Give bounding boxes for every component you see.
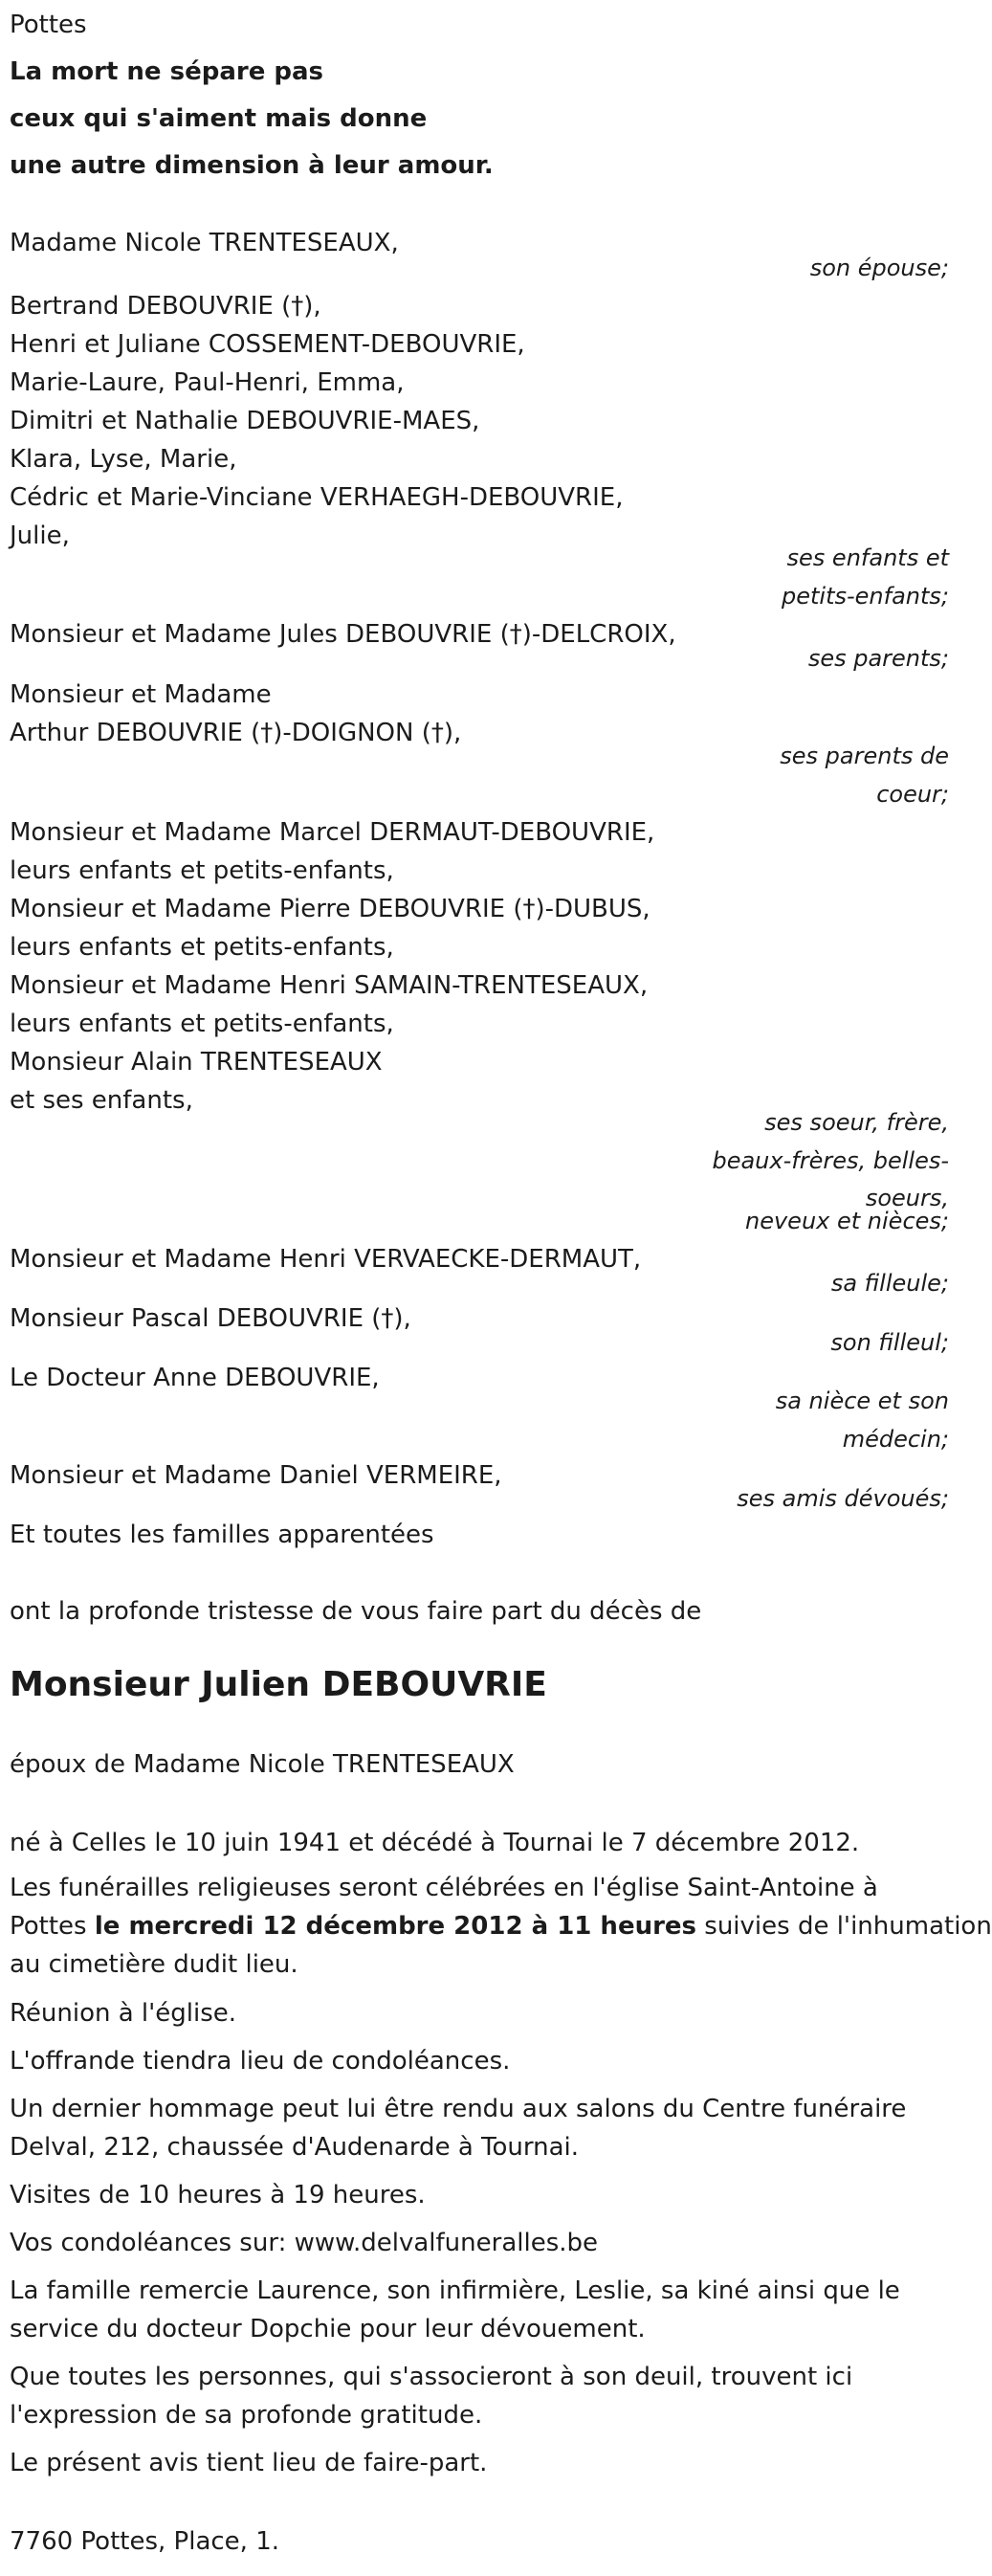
announcement-intro: ont la profonde tristesse de vous faire part du décès de — [10, 1597, 702, 1626]
notice-info: Le présent avis tient lieu de faire-part. — [10, 2449, 488, 2477]
tribute-line: Un dernier hommage peut lui être rendu aux salons du Centre funéraire — [10, 2095, 907, 2123]
friends-role: ses amis dévoués; — [737, 1485, 949, 1512]
doctor-name: Le Docteur Anne DEBOUVRIE, — [10, 1364, 380, 1392]
siblings-role: beaux-frères, belles- — [712, 1147, 949, 1174]
child-line: Marie-Laure, Paul-Henri, Emma, — [10, 368, 405, 397]
goddaughter-role: sa filleule; — [830, 1270, 949, 1297]
child-line: Klara, Lyse, Marie, — [10, 445, 237, 474]
deceased-name: Monsieur Julien DEBOUVRIE — [10, 1665, 547, 1704]
children-role: petits-enfants; — [782, 583, 949, 610]
spouse-of: époux de Madame Nicole TRENTESEAUX — [10, 1750, 515, 1779]
heart-parents-line: Arthur DEBOUVRIE (†)-DOIGNON (†), — [10, 719, 462, 747]
condolences-info: Vos condoléances sur: www.delvalfuneralles.be — [10, 2229, 599, 2257]
header-place: Pottes — [10, 11, 87, 39]
born-died: né à Celles le 10 juin 1941 et décédé à Tournai le 7 décembre 2012. — [10, 1829, 860, 1857]
quote-line: La mort ne sépare pas — [10, 57, 324, 86]
godson-role: son filleul; — [830, 1329, 949, 1356]
sibling-line: leurs enfants et petits-enfants, — [10, 1010, 394, 1038]
godson-name: Monsieur Pascal DEBOUVRIE (†), — [10, 1304, 411, 1333]
sibling-line: et ses enfants, — [10, 1086, 193, 1115]
other-families: Et toutes les familles apparentées — [10, 1521, 434, 1549]
funeral-place: Pottes — [10, 1912, 95, 1941]
offering-info: L'offrande tiendra lieu de condoléances. — [10, 2047, 511, 2076]
funeral-date: le mercredi 12 décembre 2012 à 11 heures — [94, 1912, 697, 1941]
quote-line: ceux qui s'aiment mais donne — [10, 104, 428, 133]
funeral-line: au cimetière dudit lieu. — [10, 1950, 298, 1979]
visits-info: Visites de 10 heures à 19 heures. — [10, 2181, 426, 2210]
child-line: Bertrand DEBOUVRIE (†), — [10, 292, 321, 321]
siblings-role: neveux et nièces; — [745, 1208, 949, 1234]
siblings-role: ses soeur, frère, — [764, 1109, 949, 1136]
gratitude-line: l'expression de sa profonde gratitude. — [10, 2401, 483, 2430]
sibling-line: Monsieur et Madame Marcel DERMAUT-DEBOUVRIE, — [10, 818, 655, 847]
thanks-line: La famille remercie Laurence, son infirmière, Leslie, sa kiné ainsi que le — [10, 2276, 900, 2305]
child-line: Julie, — [10, 522, 70, 550]
sibling-line: Monsieur et Madame Henri SAMAIN-TRENTESEAUX, — [10, 971, 649, 1000]
sibling-line: leurs enfants et petits-enfants, — [10, 933, 394, 962]
funeral-line: Les funérailles religieuses seront célébrées en l'église Saint-Antoine à — [10, 1874, 878, 1902]
parents-role: ses parents; — [807, 645, 949, 672]
sibling-line: Monsieur et Madame Pierre DEBOUVRIE (†)-DUBUS, — [10, 895, 650, 923]
meeting-info: Réunion à l'église. — [10, 1999, 237, 2028]
children-role: ses enfants et — [786, 544, 949, 571]
funeral-inhumation: suivies de l'inhumation — [696, 1912, 992, 1941]
doctor-role: médecin; — [842, 1426, 949, 1453]
child-line: Dimitri et Nathalie DEBOUVRIE-MAES, — [10, 407, 480, 435]
friends-name: Monsieur et Madame Daniel VERMEIRE, — [10, 1461, 502, 1490]
heart-parents-line: Monsieur et Madame — [10, 680, 272, 709]
child-line: Henri et Juliane COSSEMENT-DEBOUVRIE, — [10, 330, 525, 359]
heart-parents-role: coeur; — [876, 781, 949, 808]
gratitude-line: Que toutes les personnes, qui s'associeront à son deuil, trouvent ici — [10, 2363, 853, 2391]
spouse-name: Madame Nicole TRENTESEAUX, — [10, 229, 399, 257]
siblings-role: soeurs, — [865, 1185, 949, 1211]
thanks-line: service du docteur Dopchie pour leur dévouement. — [10, 2315, 646, 2343]
funeral-line — [10, 1907, 992, 1945]
heart-parents-role: ses parents de — [780, 743, 949, 769]
address: 7760 Pottes, Place, 1. — [10, 2527, 280, 2556]
child-line: Cédric et Marie-Vinciane VERHAEGH-DEBOUVRIE, — [10, 483, 624, 512]
quote-line: une autre dimension à leur amour. — [10, 151, 494, 180]
tribute-line: Delval, 212, chaussée d'Audenarde à Tournai. — [10, 2133, 580, 2162]
parents-name: Monsieur et Madame Jules DEBOUVRIE (†)-DELCROIX, — [10, 620, 676, 649]
sibling-line: leurs enfants et petits-enfants, — [10, 856, 394, 885]
sibling-line: Monsieur Alain TRENTESEAUX — [10, 1048, 383, 1077]
spouse-role: son épouse; — [809, 255, 949, 281]
goddaughter-name: Monsieur et Madame Henri VERVAECKE-DERMAUT, — [10, 1245, 642, 1274]
doctor-role: sa nièce et son — [775, 1388, 949, 1414]
